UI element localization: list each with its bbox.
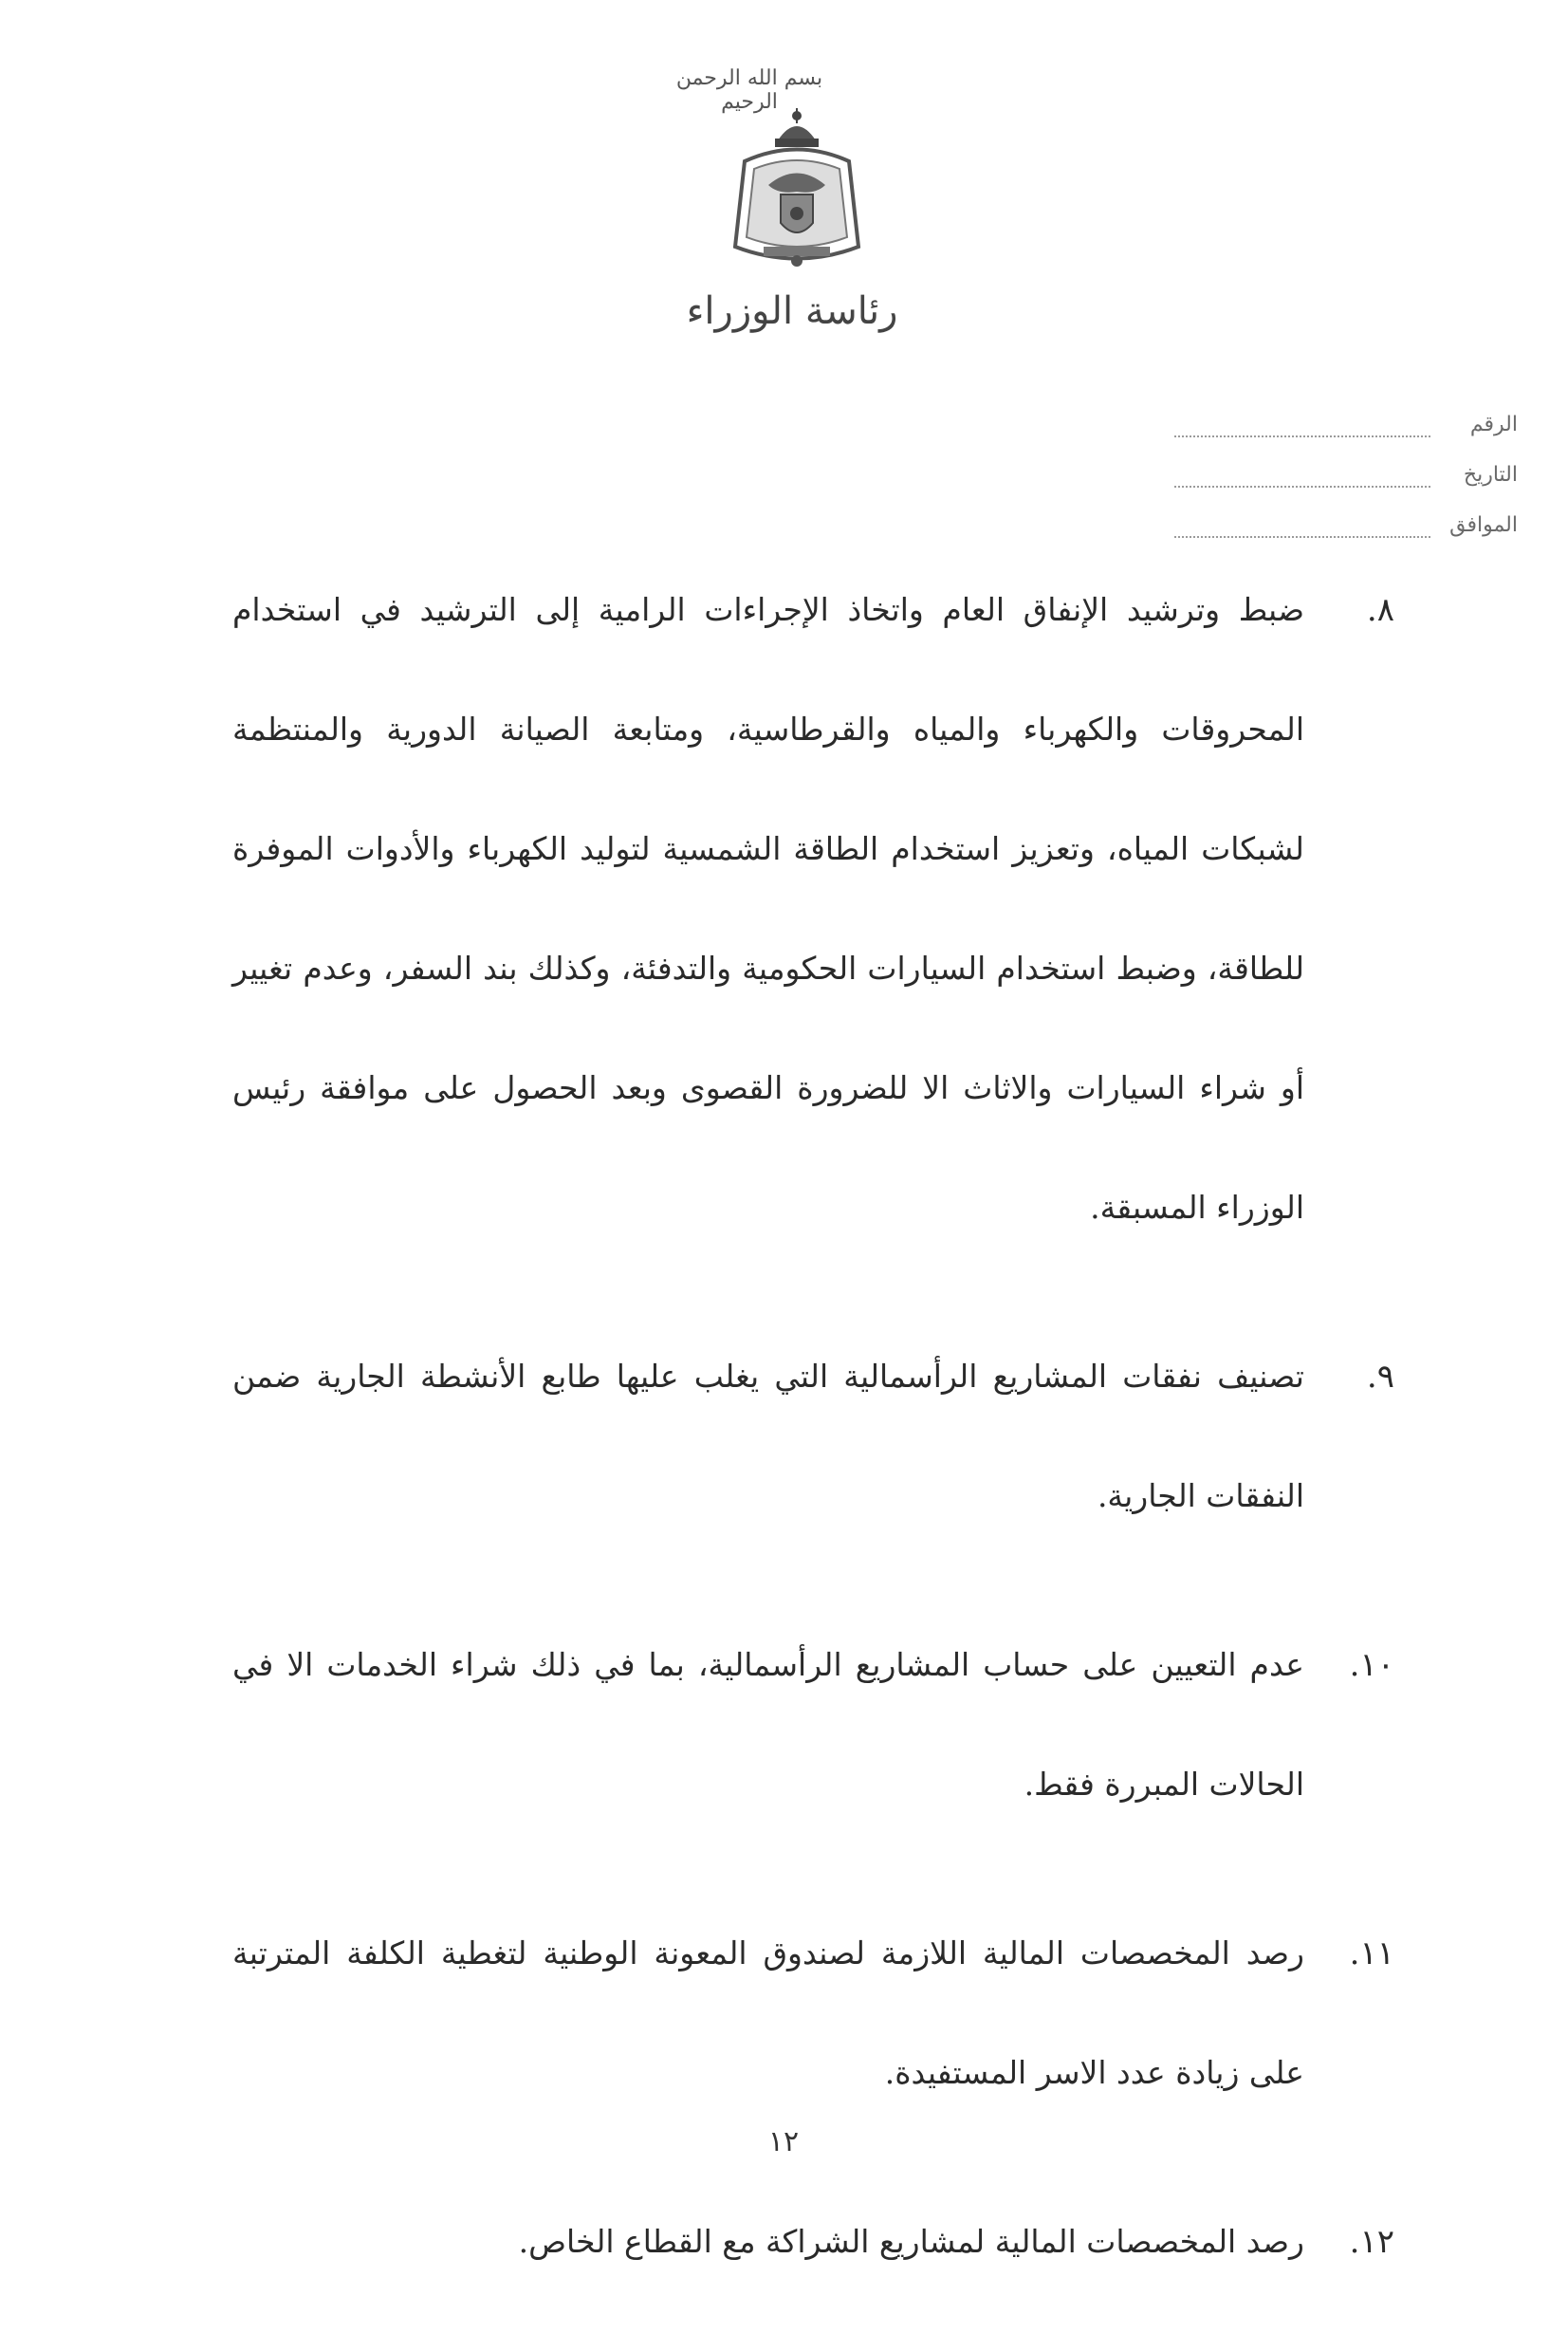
reference-number-label: الرقم [1469,413,1518,436]
item-text: ضبط وترشيد الإنفاق العام واتخاذ الإجراءات الرامية إلى الترشيد في استخدام المحروقات والكهرباء والمياه والقرطاسية، ومتابعة الصيانة الدورية والمنتظمة لشبكات المياه، وتعزيز استخدام الطاقة الشمسية لتوليد الكهرباء والأدوات الموفرة للطاقة، وضبط استخدام السيارات الحكومية والتدفئة، وكذلك بند السفر، وعدم تغيير أو شراء السيارات والاثاث الا للضرورة القصوى وبعد الحصول على موافقة رئيس الوزراء المسبقة. [232,591,1304,1226]
basmala: بسم الله الرحمن الرحيم [675,66,823,114]
reference-fields [1176,413,1518,564]
list-item [232,2182,1394,2302]
reference-number-line [1174,435,1430,437]
corresponding-date-line [1174,536,1430,538]
date-row [1176,463,1518,513]
list-item [232,1894,1394,2133]
item-number: ١٠. [1349,1646,1394,1684]
item-text: رصد المخصصات المالية اللازمة لصندوق المعونة الوطنية لتغطية الكلفة المترتبة على زيادة عدد الاسر المستفيدة. [232,1934,1304,2091]
item-text: تصنيف نفقات المشاريع الرأسمالية التي يغلب عليها طابع الأنشطة الجارية ضمن النفقات الجارية. [232,1358,1304,1514]
page-number: ١٢ [767,2125,800,2158]
date-line [1174,486,1430,488]
list-item [232,1605,1394,1844]
list-item [232,550,1394,1268]
date-label: التاريخ [1463,463,1518,487]
item-number: ٨. [1366,591,1394,629]
item-number: ١١. [1349,1934,1394,1972]
office-title: رئاسة الوزراء [686,289,898,333]
item-number: ٩. [1366,1358,1394,1396]
item-text: رصد المخصصات المالية لمشاريع الشراكة مع القطاع الخاص. [518,2223,1304,2260]
coat-of-arms-icon [726,104,868,270]
list-item [232,1317,1394,1556]
corresponding-date-label: الموافق [1449,513,1518,537]
letterhead [0,0,1568,361]
item-text: عدم التعيين على حساب المشاريع الرأسمالية، بما في ذلك شراء الخدمات الا في الحالات المبررة فقط. [232,1646,1304,1803]
reference-number-row [1176,413,1518,463]
item-number: ١٢. [1349,2223,1394,2261]
document-body [232,550,1394,2351]
